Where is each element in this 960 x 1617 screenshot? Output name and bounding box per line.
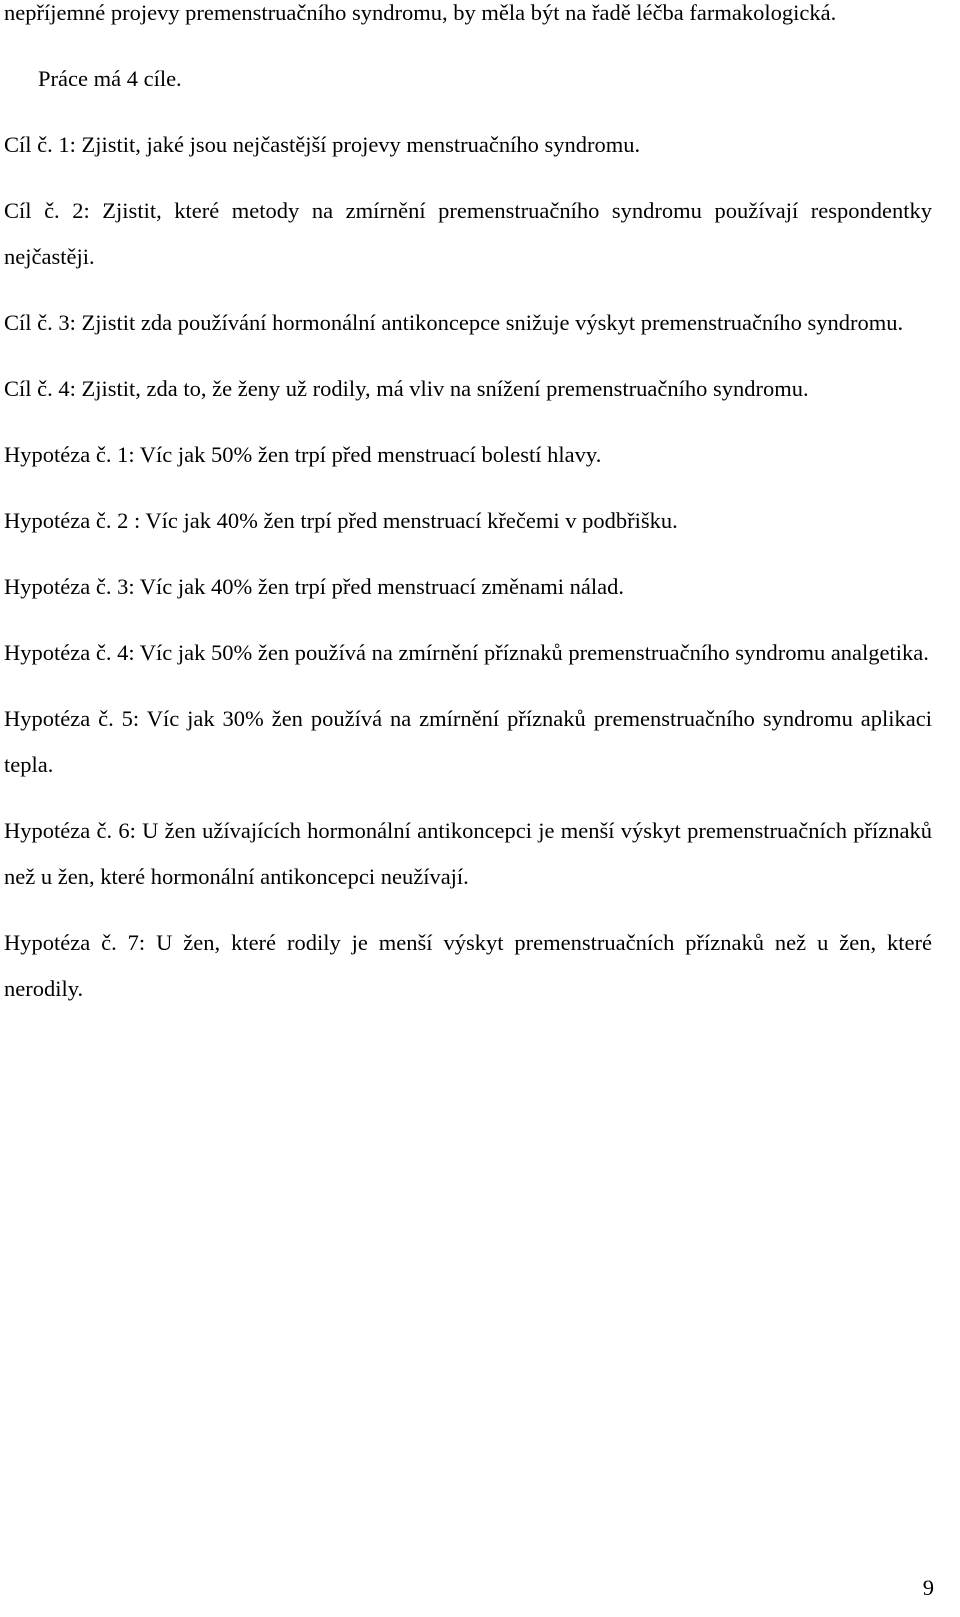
- hypothesis-3: Hypotéza č. 3: Víc jak 40% žen trpí před menstruací změnami nálad.: [4, 574, 624, 599]
- document-page: [4, 0, 932, 1032]
- goal-2: Cíl č. 2: Zjistit, které metody na zmírnění premenstruačního syndromu používají respondentky nejčastěji.: [4, 198, 932, 269]
- goal-4: Cíl č. 4: Zjistit, zda to, že ženy už rodily, má vliv na snížení premenstruačního syndromu.: [4, 376, 809, 401]
- hypothesis-2: Hypotéza č. 2 : Víc jak 40% žen trpí před menstruací křečemi v podbřišku.: [4, 508, 678, 533]
- paragraph-intro-continuation: nepříjemné projevy premenstruačního syndromu, by měla být na řadě léčba farmakologická.: [4, 0, 837, 25]
- page-number: 9: [922, 1575, 934, 1600]
- goal-3: Cíl č. 3: Zjistit zda používání hormonální antikoncepce snižuje výskyt premenstruačního syndromu.: [4, 310, 904, 335]
- hypothesis-4: Hypotéza č. 4: Víc jak 50% žen používá na zmírnění příznaků premenstruačního syndromu analgetika.: [4, 640, 929, 665]
- hypothesis-1: Hypotéza č. 1: Víc jak 50% žen trpí před menstruací bolestí hlavy.: [4, 442, 602, 467]
- hypothesis-6: Hypotéza č. 6: U žen užívajících hormonální antikoncepci je menší výskyt premenstruačních příznaků než u žen, které hormonální antikoncepci neužívají.: [4, 818, 932, 889]
- hypothesis-7: Hypotéza č. 7: U žen, které rodily je menší výskyt premenstruačních příznaků než u žen, které nerodily.: [4, 930, 932, 1001]
- paragraph-goals-count: Práce má 4 cíle.: [38, 66, 182, 91]
- goal-1: Cíl č. 1: Zjistit, jaké jsou nejčastější projevy menstruačního syndromu.: [4, 132, 641, 157]
- hypothesis-5: Hypotéza č. 5: Víc jak 30% žen používá na zmírnění příznaků premenstruačního syndromu aplikaci tepla.: [4, 706, 932, 777]
